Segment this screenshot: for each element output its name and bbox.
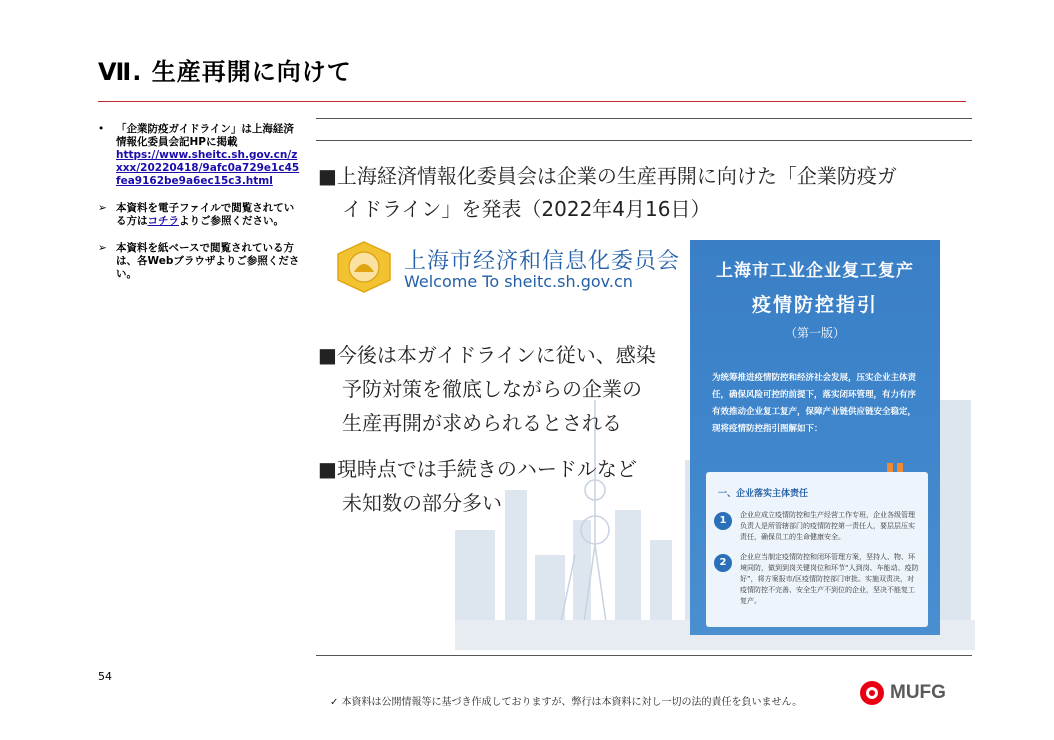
arrow-marker: ➢ <box>98 242 107 254</box>
bullet-3-line-1: ■現時点では手続きのハードルなど <box>318 457 637 481</box>
disclaimer: ✓ 本資料は公開情報等に基づき作成しておりますが、弊行は本資料に対し一切の法的責任を負いません。 <box>330 697 803 708</box>
poster-section-card <box>706 472 928 627</box>
bullet-1-line-1: ■上海経済情報化委員会は企業の生産再開に向けた「企業防疫ガ <box>318 164 897 188</box>
agency-name-cn: 上海市经济和信息化委员会 <box>404 249 681 274</box>
bullet-point-2 <box>318 338 656 440</box>
content-top-rule <box>316 118 972 119</box>
bullet-2-line-2: 予防対策を徹底しながらの企業の <box>342 377 642 401</box>
sidebar-item-text: 本資料を電子ファイルで閲覧されている方は <box>116 202 295 227</box>
sidebar-item-electronic <box>96 202 302 228</box>
content-bottom-rule <box>316 655 972 656</box>
sidebar-item-paper <box>96 242 302 281</box>
mufg-mark-icon <box>860 681 884 705</box>
poster-item-text: 企业应成立疫情防控和生产经营工作专班，企业各级管理负责人是所管辖部门的疫情防控第一责任人，要层层压实责任，确保员工的生命健康安全。 <box>740 511 915 541</box>
guideline-url-link[interactable]: https://www.sheitc.sh.gov.cn/zxxx/20220418/9afc0a729e1c45fea9162be9a6ec15c3.html <box>116 149 300 187</box>
poster-section-heading: 一、企业落实主体责任 <box>718 489 809 499</box>
sidebar-item-source <box>96 123 302 188</box>
poster-item-text: 企业应当制定疫情防控和闭环管理方案，坚持人、物、环境同防，做到到岗关键岗位和环节“人到岗、车能动、疫防好”，将方案报市/区疫情防控部门审批。实施双责决，对疫情防控不完善、安全生产不到位的企业，坚决不能复工复产。 <box>740 553 919 605</box>
number-badge-icon: 2 <box>714 554 732 572</box>
bullet-2-line-3: 生産再開が求められるとされる <box>342 411 622 435</box>
here-link[interactable]: コチラ <box>147 215 179 227</box>
bullet-1-line-2: イドライン」を発表（2022年4月16日） <box>342 197 711 221</box>
page-title: Ⅶ. 生産再開に向けて <box>98 58 352 86</box>
mufg-logo <box>860 680 970 706</box>
bullet-marker: • <box>98 123 105 135</box>
poster-subtitle: 疫情防控指引 <box>751 294 878 316</box>
bullet-point-1 <box>318 160 897 226</box>
bullet-3-line-2: 未知数の部分多い <box>342 491 502 515</box>
bullet-2-line-1: ■今後は本ガイドラインに従い、感染 <box>318 343 656 367</box>
poster-title: 上海市工业企业复工复产 <box>716 261 914 281</box>
sidebar-item-text: よりご参照ください。 <box>179 215 284 227</box>
sidebar-item-text: 本資料を紙ベースで閲覧されている方は、各Webブラウザよりご参照ください。 <box>116 242 300 280</box>
page-number: 54 <box>98 670 112 683</box>
poster-edition: （第一版） <box>784 326 845 340</box>
sidebar-item-text: 「企業防疫ガイドライン」は上海経済情報化委員会記HPに掲載 <box>116 123 294 148</box>
agency-emblem-icon <box>334 240 394 294</box>
bullet-point-3 <box>318 452 637 520</box>
content-second-rule <box>316 140 972 141</box>
number-badge-icon: 1 <box>714 512 732 530</box>
arrow-marker: ➢ <box>98 202 107 214</box>
poster-intro: 为统筹推进疫情防控和经济社会发展，压实企业主体责任，确保风险可控的前提下，落实闭环管理，有力有序有效推动企业复工复产，保障产业链供应链安全稳定，现将疫情防控指引图解如下： <box>712 373 917 434</box>
agency-website: Welcome To sheitc.sh.gov.cn <box>404 272 633 291</box>
guideline-poster-image <box>690 240 940 635</box>
title-divider <box>98 101 966 102</box>
mufg-wordmark: MUFG <box>890 682 946 703</box>
sidebar-notes <box>96 123 302 295</box>
